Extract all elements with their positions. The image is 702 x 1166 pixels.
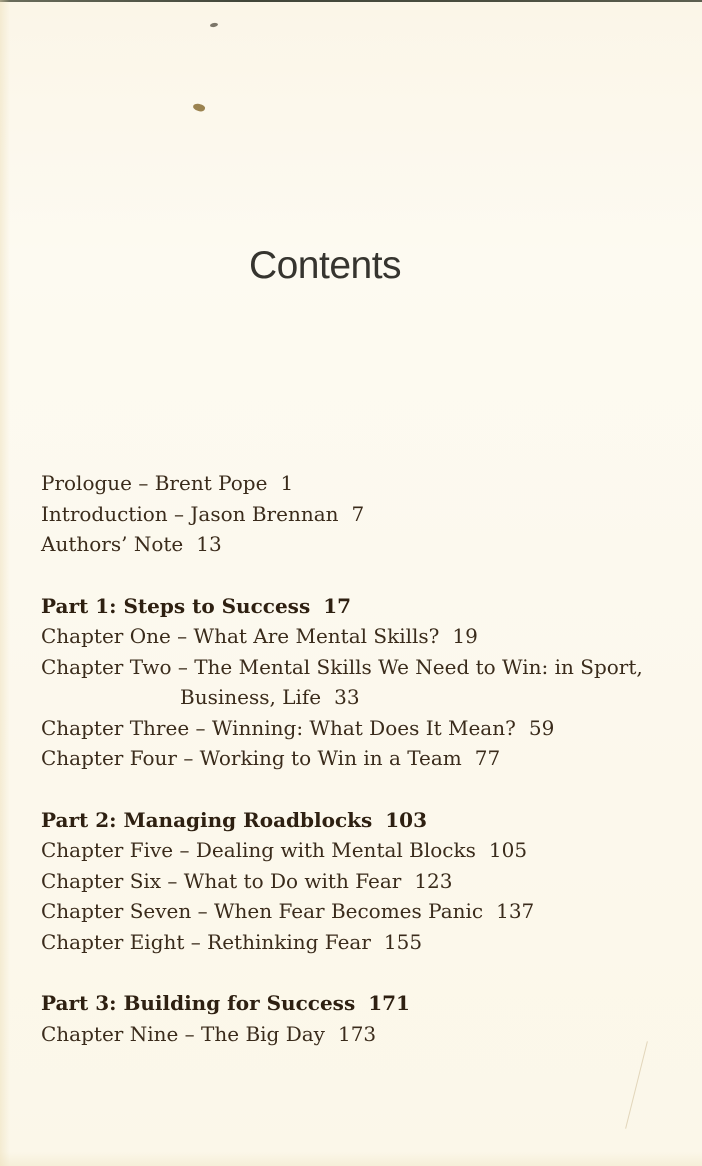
toc-entry <box>41 499 688 530</box>
entry-label: Chapter One – What Are Mental Skills? <box>41 624 440 648</box>
scan-speck <box>192 102 206 112</box>
scan-scratch <box>625 1041 648 1129</box>
toc-part-heading <box>41 988 688 1019</box>
entry-label: Chapter Two – The Mental Skills We Need to Win: in Sport, <box>41 654 643 679</box>
entry-page-number: 103 <box>385 807 427 832</box>
scan-speck <box>210 22 219 27</box>
entry-page-number: 1 <box>280 471 294 495</box>
toc-entry <box>41 468 688 499</box>
toc-section-gap <box>41 774 688 805</box>
entry-label: Prologue – Brent Pope <box>41 471 268 495</box>
toc-section-gap <box>41 560 688 591</box>
toc-entry <box>41 896 688 927</box>
entry-label: Chapter Six – What to Do with Fear <box>41 868 402 893</box>
toc-part-heading <box>41 591 688 622</box>
toc-list <box>41 468 688 1049</box>
entry-label: Part 1: Steps to Success <box>41 593 311 618</box>
entry-page-number: 123 <box>414 868 453 893</box>
entry-label: Business, Life <box>180 685 322 709</box>
toc-entry <box>41 743 688 774</box>
scan-edge-shading-bottom <box>0 1152 702 1166</box>
entry-page-number: 59 <box>528 715 555 740</box>
entry-page-number: 173 <box>337 1021 377 1046</box>
entry-label: Chapter Seven – When Fear Becomes Panic <box>41 899 484 923</box>
page-title: Contents <box>248 244 402 287</box>
entry-page-number: 13 <box>196 532 222 556</box>
entry-label: Introduction – Jason Brennan <box>41 501 339 526</box>
entry-page-number: 33 <box>334 685 360 709</box>
entry-page-number: 105 <box>488 838 528 862</box>
entry-label: Chapter Five – Dealing with Mental Blocks <box>41 838 476 862</box>
toc-entry <box>41 927 688 958</box>
toc-entry <box>41 682 688 713</box>
toc-entry <box>41 713 688 744</box>
entry-label: Chapter Three – Winning: What Does It Mean? <box>41 715 516 740</box>
entry-page-number: 77 <box>474 746 501 770</box>
entry-label: Part 2: Managing Roadblocks <box>41 807 373 832</box>
entry-label: Chapter Eight – Rethinking Fear <box>41 929 371 954</box>
entry-label: Part 3: Building for Success <box>41 991 356 1015</box>
entry-label: Chapter Nine – The Big Day <box>41 1021 325 1046</box>
toc-entry <box>41 621 688 652</box>
entry-label: Chapter Four – Working to Win in a Team <box>41 746 462 770</box>
entry-page-number: 19 <box>452 624 478 648</box>
toc-entry <box>41 529 688 560</box>
toc-entry <box>41 866 688 897</box>
entry-page-number: 17 <box>323 593 352 618</box>
toc-entry <box>41 835 688 866</box>
toc-entry <box>41 1019 688 1050</box>
entry-page-number: 137 <box>496 899 535 923</box>
scan-edge-artifact-top <box>0 0 702 2</box>
toc-section-gap <box>41 957 688 988</box>
entry-label: Authors’ Note <box>41 532 184 556</box>
entry-page-number: 171 <box>368 991 410 1015</box>
toc-entry <box>41 652 688 683</box>
toc-part-heading <box>41 805 688 836</box>
entry-page-number: 155 <box>383 929 423 954</box>
scan-edge-shading-left <box>0 0 10 1166</box>
entry-page-number: 7 <box>351 501 365 526</box>
